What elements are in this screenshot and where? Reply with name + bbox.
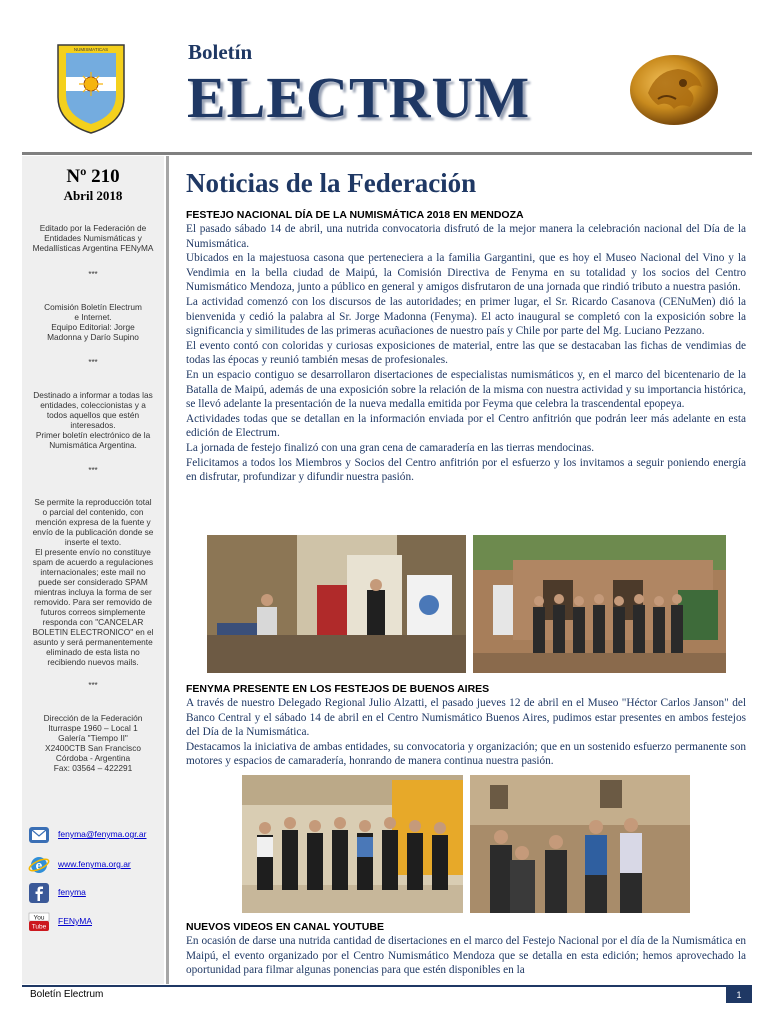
paragraph: Destacamos la iniciativa de ambas entidades, su convocatoria y organización; que en un sostenido esfuerzo permanente son motores y espacios de camaradería, honrando de manera continua nuestra pasión. — [186, 740, 746, 768]
footer-title: Boletín Electrum — [30, 989, 104, 1000]
photo-buenos-aires-group — [242, 775, 463, 913]
electrum-coin-icon — [628, 53, 720, 127]
issue-number: Nº 210 — [66, 166, 120, 187]
sidebar-editor-info: Editado por la Federación de Entidades Numismáticas y Medallísticas Argentina FENyMA — [32, 223, 154, 253]
paragraph: El evento contó con coloridas y curiosas exposiciones de material, entre las que se destacaban las fichas de vendimias de todas las épocas y reunió también mesas de profesionales. — [186, 339, 746, 367]
boletin-label: Boletín — [188, 40, 253, 64]
paragraph: Ubicados en la majestuosa casona que perteneciera a la familia Gargantini, que es hoy el Museo Nacional del Vino y la Vendimia en la bella ciudad de Maipú, la Comisión Directiva de Fenyma en su totalidad y los socios del Centro Numismático Mendoza, junto a público en general y amigos disfrutaron de una jornada que rindió tributo a nuestra pasión. — [186, 252, 746, 294]
sidebar-separator: *** — [88, 466, 98, 475]
section-heading-buenos-aires: FENYMA PRESENTE EN LOS FESTEJOS DE BUENOS AIRES — [186, 683, 490, 695]
section-body-youtube — [186, 934, 746, 978]
sidebar-purpose-info: Destinado a informar a todas las entidades, coleccionistas y a todos aquellos que estén interesados. Primer boletín electrónico de la Numismática Argentina. — [33, 390, 153, 450]
contact-email — [28, 824, 164, 846]
youtube-icon — [28, 911, 50, 933]
paragraph: El pasado sábado 14 de abril, una nutrida convocatoria disfrutó de la mejor manera la celebración nacional del Día de la Numismática. — [186, 223, 746, 250]
photo-buenos-aires-event — [470, 775, 690, 913]
contact-youtube — [28, 911, 164, 933]
footer-divider — [22, 985, 752, 987]
website-link[interactable]: www.fenyma.org.ar — [58, 859, 131, 869]
section-body-mendoza — [186, 222, 746, 485]
federation-emblem-icon — [54, 41, 128, 135]
page-number: 1 — [726, 987, 752, 1003]
paragraph: Actividades todas que se detallan en la información enviada por el Centro anfitrión que podrán leer más adelante en esta edición de Electrum. — [186, 412, 746, 440]
paragraph: En ocasión de darse una nutrida cantidad de disertaciones en el marco del Festejo Nacional por el día de la Numismática en Maipú, el evento organizado por el Centro Numismático Mendoza que se detalla en esta edición; hemos aprovechado la oportunidad para filmar algunas ponencias para que estén disponibles en la — [186, 935, 746, 977]
svg-text:NUMISMATICAS: NUMISMATICAS — [73, 47, 109, 52]
header — [0, 0, 768, 150]
svg-text:e: e — [35, 858, 43, 873]
sidebar-address-info: Dirección de la Federación Iturraspe 1960 – Local 1 Galería "Tiempo II" X2400CTB San Francisco Córdoba - Argentina Fax: 03564 – 422291 — [43, 713, 143, 773]
photo-mendoza-group — [473, 535, 726, 673]
facebook-icon — [28, 882, 50, 904]
sidebar-separator: *** — [88, 270, 98, 279]
section-heading-mendoza: FESTEJO NACIONAL DÍA DE LA NUMISMÁTICA 2018 EN MENDOZA — [186, 209, 524, 221]
svg-text:Tube: Tube — [31, 923, 47, 931]
column-divider — [166, 156, 169, 984]
contact-facebook — [28, 882, 164, 904]
paragraph: Felicitamos a todos los Miembros y Socios del Centro anfitrión por el esfuerzo y los invitamos a seguir poniendo energía en disfrutar, profundizar y difundir nuestra pasión. — [186, 456, 746, 484]
facebook-link[interactable]: fenyma — [58, 887, 86, 897]
section-body-buenos-aires — [186, 696, 746, 769]
issue-date: Abril 2018 — [63, 188, 123, 203]
sidebar-separator: *** — [88, 358, 98, 367]
sidebar-legal-info: Se permite la reproducción total o parcial del contenido, con mención expresa de la fuente y envío de la publicación donde se inserte el texto. El presente envío no constituye spam de acuerdo a regulaciones internacionales; este mail no puede ser considerado SPAM mientras incluya la forma de ser removido. Para ser removido de futuros correos simplemente responda con "CANCELAR BOLETIN ELECTRONICO" en el asunto y será permanentemente eliminado de esta lista no recibiendo nuevos mails. — [32, 497, 154, 667]
paragraph: En un espacio contiguo se desarrollaron disertaciones de especialistas numismáticos y, en el marco del bicentenario de la Batalla de Maipú, además de una exposición sobre la relación de la misma con nuestra actividad y su importancia histórica, se llevó adelante la presentación de la nueva medalla emitida por Feyma que celebra la trascendental epopeya. — [186, 368, 746, 411]
photo-mendoza-speech — [207, 535, 466, 673]
paragraph: La jornada de festejo finalizó con una gran cena de camaradería en las tierras mendocinas. — [186, 441, 595, 454]
sidebar-separator: *** — [88, 681, 98, 690]
contact-website — [28, 854, 164, 876]
mail-icon — [28, 824, 50, 846]
internet-explorer-icon — [28, 854, 50, 876]
youtube-link[interactable]: FENyMA — [58, 916, 92, 926]
svg-text:You: You — [33, 914, 45, 922]
section-heading-youtube: NUEVOS VIDEOS EN CANAL YOUTUBE — [186, 921, 384, 933]
page-title: Noticias de la Federación — [186, 168, 477, 198]
masthead-title: ELECTRUM — [187, 65, 531, 130]
header-divider — [22, 152, 752, 155]
email-link[interactable]: fenyma@fenyma.ogr.ar — [58, 829, 147, 839]
sidebar-committee-info: Comisión Boletín Electrum e Internet. Equipo Editorial: Jorge Madonna y Darío Supino — [44, 302, 142, 342]
paragraph: La actividad comenzó con los discursos de las autoridades; en primer lugar, el Sr. Ricardo Casanova (CENuMen) dió la bienvenida y cedió la palabra al Sr. Jorge Madonna (Fenyma). El acto inaugural se completó con la exposición sobre la significancia y similitudes de las primeras acuñaciones de nuestro país y Chile por parte del Mg. Luciano Pezzano. — [186, 295, 746, 338]
paragraph: A través de nuestro Delegado Regional Julio Alzatti, el pasado jueves 12 de abril en el Museo "Héctor Carlos Janson" del Banco Central y el sábado 14 de abril en el Centro Numismático Buenos Aires, pudimos estar presentes en ambos festejos del Día de la Numismática. — [186, 697, 746, 739]
